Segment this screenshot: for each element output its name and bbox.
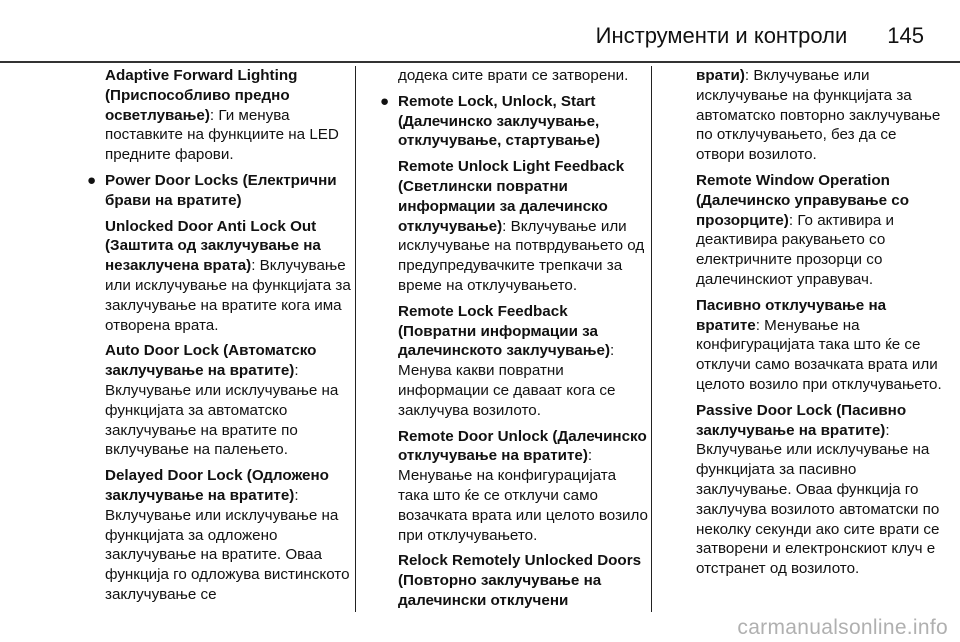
- setting-description: : Менува какви повратни информации се даваат кога се заклучува возилото.: [398, 342, 616, 419]
- page-number: 145: [887, 23, 924, 48]
- setting-description: : Го активира и деактивира ракувањето со електричните прозорци со далечинскиот управувач.: [696, 211, 895, 288]
- list-item-title: Remote Lock, Unlock, Start (Далечинско заклучување, отклучување, стартување): [398, 92, 601, 150]
- setting-title: Remote Door Unlock (Далечинско отклучување на вратите): [398, 427, 647, 465]
- paragraph-unlocked-door-anti-lock-out: [105, 217, 357, 336]
- paragraph-delayed-door-lock: [105, 466, 357, 605]
- paragraph-relock-remotely-unlocked-doors: [398, 551, 650, 610]
- setting-description: : Менување на конфигурацијата така што ќе се отклучи само возачката врата или целото возило при отклучувањето.: [398, 447, 648, 544]
- setting-title: Remote Unlock Light Feedback (Светлински повратни информации за далечинско отклучување): [398, 158, 625, 235]
- setting-title: Remote Window Operation (Далечинско управување со прозорците): [696, 171, 909, 229]
- list-item-power-door-locks: [87, 171, 357, 211]
- setting-title: Passive Door Lock (Пасивно заклучување на вратите): [696, 401, 907, 439]
- bullet-icon: ●: [380, 92, 390, 110]
- setting-description: : Вклучување или исклучување на функцијата за заклучување на вратите кога има отворена врата.: [105, 257, 351, 334]
- column-divider: [651, 66, 652, 612]
- setting-description: : Вклучување или исклучување на функцијата за пасивно заклучување. Оваа функција го заклучува возилото автоматски по неколку секунди ако сите врати се затворени и електронскиот клуч е отстранет од возилото.: [696, 421, 940, 578]
- setting-title: Remote Lock Feedback (Повратни информации за далечинското заклучување): [398, 302, 611, 360]
- setting-title: Пасивно отклучување на вратите: [696, 296, 887, 334]
- setting-description: : Вклучување или исклучување на функцијата за автоматско повторно заклучување по отклучувањето, без да се отвори возилото.: [696, 67, 941, 164]
- paragraph-passive-door-lock: [696, 401, 948, 579]
- setting-description: : Вклучување или исклучување на функцијата за одложено заклучување на вратите. Оваа функција го одложува вистинското заклучување се: [105, 486, 350, 603]
- setting-description: : Ги менува поставките на функциите на LED предните фарови.: [105, 106, 339, 164]
- list-item-remote-lock-unlock-start: [380, 92, 650, 151]
- setting-description: : Менување на конфигурацијата така што ќе се отклучи само возачката врата или целото возило при отклучувањето.: [696, 316, 942, 393]
- column-1: [87, 66, 357, 611]
- page-header-title: Инструменти и контроли: [595, 23, 848, 48]
- setting-title: Auto Door Lock (Автоматско заклучување на вратите): [105, 342, 317, 380]
- setting-title: врати): [696, 67, 745, 84]
- column-3: [696, 66, 948, 585]
- list-item-title: Power Door Locks (Електрични брави на вратите): [105, 171, 337, 209]
- column-divider: [355, 66, 356, 612]
- header-rule: [0, 61, 960, 63]
- paragraph-continuation: [398, 66, 650, 86]
- paragraph-remote-door-unlock: [398, 427, 650, 546]
- paragraph-relock-continuation: [696, 66, 948, 165]
- setting-title: Adaptive Forward Lighting (Приспособливо предно осветлување): [105, 67, 298, 124]
- paragraph-remote-window-operation: [696, 171, 948, 290]
- paragraph-adaptive-forward-lighting: [105, 66, 357, 165]
- setting-title: Relock Remotely Unlocked Doors (Повторно заклучување на далечински отклучени: [398, 552, 642, 609]
- paragraph-remote-unlock-light-feedback: [398, 157, 650, 296]
- setting-description: додека сите врати се затворени.: [398, 67, 629, 84]
- bullet-icon: ●: [87, 171, 97, 189]
- paragraph-auto-door-lock: [105, 341, 357, 460]
- setting-title: Delayed Door Lock (Одложено заклучување на вратите): [105, 467, 329, 504]
- setting-description: : Вклучување или исклучување на потврдувањето од предупредувачките трепкачи за време на отклучувањето.: [398, 217, 645, 294]
- setting-description: : Вклучување или исклучување на функцијата за автоматско заклучување на вратите по вклучување на палењето.: [105, 362, 339, 459]
- page-header: [596, 22, 924, 50]
- paragraph-passive-door-unlock: [696, 296, 948, 395]
- setting-title: Unlocked Door Anti Lock Out (Заштита од заклучување на незаклучена врата): [105, 217, 321, 275]
- paragraph-remote-lock-feedback: [398, 302, 650, 421]
- column-2: [380, 66, 650, 617]
- watermark: carmanualsonline.info: [737, 616, 948, 639]
